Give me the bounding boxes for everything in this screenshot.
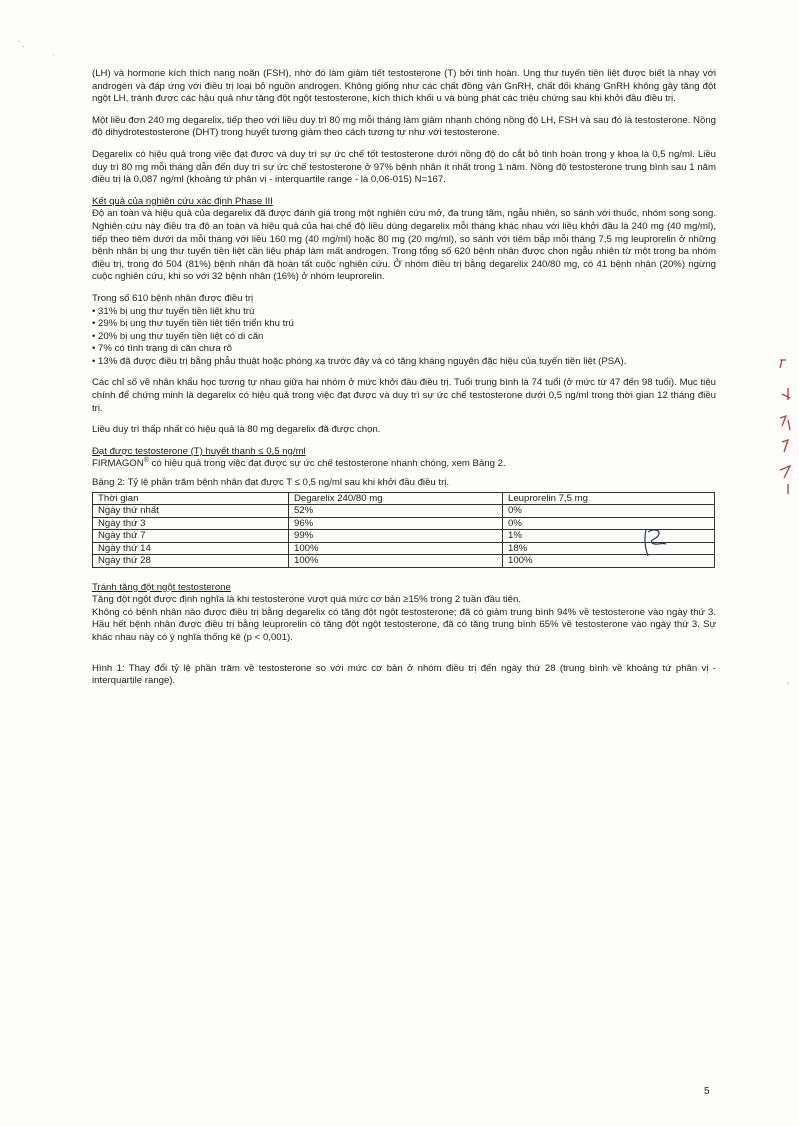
paragraph-surge-definition: Tăng đột ngột được định nghĩa là khi testosterone vượt quá mức cơ bản ≥15% trong 2 tuần đầu tiên. <box>92 594 522 606</box>
header-cell: Leuprorelin 7,5 mg <box>503 492 715 505</box>
table-cell: Ngày thứ 3 <box>93 517 289 530</box>
heading-testosterone-target: Đạt được testosterone (T) huyết thanh ≤ 0,5 ng/ml <box>92 445 306 457</box>
table-cell: Ngày thứ 14 <box>93 542 289 555</box>
paragraph-surge-results: Không có bệnh nhân nào được điều trị bằng degarelix có tăng đột ngột testosterone; đã có giảm trung bình 94% về testosterone vào ngày thứ 3. Hầu hết bệnh nhân được điều trị bằng leuprorelin có tăng đột ngột testosterone, đã có tăng trung bình 65% về testosterone vào ngày thứ 3. Sự khác nhau này có ý nghĩa thống kê (p < 0,001). <box>92 606 716 643</box>
table-row <box>93 542 715 555</box>
document-body <box>92 68 716 697</box>
table-cell: 100% <box>289 555 503 568</box>
list-intro: Trong số 610 bệnh nhân được điều trị <box>92 292 254 304</box>
table-cell: 96% <box>289 517 503 530</box>
table-row <box>93 555 715 568</box>
heading-avoid-surge: Tránh tăng đột ngột testosterone <box>92 581 231 593</box>
list-item: • 31% bị ung thư tuyến tiền liệt khu trú <box>92 306 716 319</box>
heading-phase3: Kết quả của nghiên cứu xác định Phase III <box>92 195 273 207</box>
table-cell: 100% <box>503 555 715 568</box>
red-stamp-edge <box>776 358 794 503</box>
firmagon-text: có hiệu quả trong việc đạt được sự ức chế testosterone nhanh chóng, xem Bảng 2. <box>148 458 506 470</box>
table-cell: 1% <box>503 530 715 543</box>
list-item: • 13% đã được điều trị bằng phẫu thuật hoặc phóng xạ trước đây và có tăng kháng nguyên đặc hiệu của tuyến tiền liệt (PSA). <box>92 356 716 369</box>
table-cell: Ngày thứ nhất <box>93 505 289 518</box>
header-cell: Degarelix 240/80 mg <box>289 492 503 505</box>
table-row <box>93 505 715 518</box>
paragraph-single-dose: Một liều đơn 240 mg degarelix, tiếp theo với liều duy trì 80 mg mỗi tháng làm giảm nhanh chóng nồng độ LH, FSH và sau đó là testosterone. Nồng độ dihydrotestosterone (DHT) trong huyết tương giảm theo cách tương tự như với testosterone. <box>92 114 716 139</box>
signature-mark <box>640 526 670 560</box>
registered-mark: ® <box>143 457 149 465</box>
list-item: • 29% bị ung thư tuyến tiền liệt tiến triển khu trú <box>92 318 716 331</box>
table-row <box>93 517 715 530</box>
table-header-row <box>93 492 715 505</box>
stamp-speck: ' <box>787 681 789 691</box>
scan-speck: . <box>52 47 55 57</box>
paragraph-phase3-study: Độ an toàn và hiệu quả của degarelix đã được đánh giá trong một nghiên cứu mở, đa trung tâm, ngẫu nhiên, so sánh với thuốc, nhóm song song. Nghiên cứu này điều tra độ an toàn và hiệu quả của hai chế độ liều dùng degarelix mỗi tháng khác nhau với liều khởi đầu là 240 mg (40 mg/ml), tiếp theo tiêm dưới da mỗi tháng với liều 160 mg (40 mg/ml) hoặc 80 mg (20 mg/ml), so sánh với tiêm bắp mỗi tháng 7,5 mg leuprorelin ở những bệnh nhân bị ung thư tuyến tiền liệt cần liệu pháp làm mất androgen. Trong tổng số 620 bệnh nhân được chọn ngẫu nhiên từ một trong ba nhóm điều trị, trong đó 504 (81%) bệnh nhân đã hoàn tất cuộc nghiên cứu. Ở nhóm điều trị bằng degarelix 240/80 mg, có 41 bệnh nhân (20%) ngừng cuộc nghiên cứu, khi so với 32 bệnh nhân (16%) ở nhóm leuprorelin. <box>92 208 716 283</box>
paragraph-maintenance-dose: Liều duy trì thấp nhất có hiệu quả là 80 mg degarelix đã được chọn. <box>92 424 381 436</box>
scan-speck: ' . <box>18 39 25 49</box>
paragraph-demographics: Các chỉ số về nhân khẩu học tương tự nhau giữa hai nhóm ở mức khởi đầu điều trị. Tuổi trung bình là 74 tuổi (ở mức từ 47 đến 98 tuổi). Mục tiêu chính để chứng minh là degarelix có hiệu quả trong việc đạt được và duy trì sự ức chế testosterone dưới 0,5 ng/ml trong thời gian 12 tháng điều trị. <box>92 377 716 414</box>
figure-caption: Hình 1: Thay đổi tỷ lệ phần trăm về testosterone so với mức cơ bản ở nhóm điều trị đến ngày thứ 28 (trung bình về khoảng tứ phân vị - interquartile range). <box>92 662 716 687</box>
table-cell: Ngày thứ 7 <box>93 530 289 543</box>
table-cell: 52% <box>289 505 503 518</box>
table-caption: Bảng 2: Tỷ lệ phần trăm bệnh nhân đạt được T ≤ 0,5 ng/ml sau khi khởi đầu điều trị. <box>92 477 450 489</box>
patient-list <box>92 306 716 369</box>
table-cell: 0% <box>503 505 715 518</box>
results-table <box>92 492 715 568</box>
list-item: • 20% bị ung thư tuyến tiền liệt có di căn <box>92 331 716 344</box>
list-item: • 7% có tình trạng di căn chưa rõ <box>92 343 716 356</box>
table-cell: 99% <box>289 530 503 543</box>
header-cell: Thời gian <box>93 492 289 505</box>
table-cell: 100% <box>289 542 503 555</box>
table-row <box>93 530 715 543</box>
paragraph-efficacy: Degarelix có hiệu quả trong việc đạt được và duy trì sự ức chế tốt testosterone dưới nồng độ do cắt bỏ tinh hoàn trong y khoa là 0,5 ng/ml. Liều duy trì 80 mg mỗi tháng dẫn đến duy trì sự ức chế testosterone ở 97% bệnh nhân ít nhất trong 1 năm. Nồng độ testosterone trung bình sau 1 năm điều trị là 0,087 ng/ml (khoảng tứ phân vị - interquartile range - là 0,06-015) N=167. <box>92 148 716 186</box>
table-cell: 0% <box>503 517 715 530</box>
paragraph-mechanism: (LH) và hormone kích thích nang noãn (FSH), nhờ đó làm giảm tiết testosterone (T) bởi tinh hoàn. Ung thư tuyến tiền liệt được biết là nhạy với androgen và đáp ứng với điều trị loại bỏ nguồn androgen. Không giống như các chất đồng vận GnRH, chất đối kháng GnRH không gây tăng đột ngột LH, tránh được các hậu quả như tăng đột ngột testosterone, kích thích khối u và bùng phát các triệu chứng sau khi khởi đầu điều trị. <box>92 68 716 105</box>
brand-name: FIRMAGON <box>92 458 144 470</box>
page-number: 5 <box>704 1086 710 1097</box>
table-cell: Ngày thứ 28 <box>93 555 289 568</box>
table-cell: 18% <box>503 542 715 555</box>
paragraph-firmagon <box>92 458 716 471</box>
stamp-fragment-icon <box>776 358 794 498</box>
